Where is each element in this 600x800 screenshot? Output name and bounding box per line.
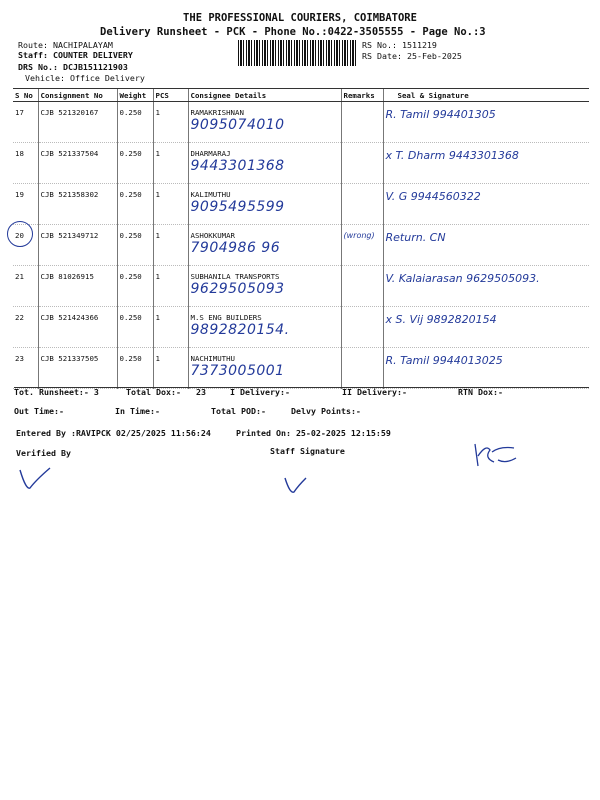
staff-signature-mark <box>282 474 312 498</box>
row-remarks <box>341 266 383 307</box>
circle-mark <box>7 221 33 247</box>
row-sno <box>13 225 38 266</box>
entered-by: Entered By :RAVIPCK 02/25/2025 11:56:24 <box>16 428 211 438</box>
row-consignee <box>188 184 341 225</box>
consignee-name: RAMAKRISHNAN <box>190 108 244 117</box>
rs-number: RS No.: 1511219 <box>362 40 437 50</box>
row-weight: 0.250 <box>117 143 153 184</box>
row-remarks <box>341 348 383 389</box>
col-sno: S No <box>13 89 38 102</box>
i-delivery: I Delivery:- <box>230 387 290 397</box>
row-weight: 0.250 <box>117 307 153 348</box>
col-consignee: Consignee Details <box>188 89 341 102</box>
handwritten-phone: 7904986 96 <box>190 240 281 256</box>
row-remarks <box>341 184 383 225</box>
row-seal-signature: R. Tamil 9944013025 <box>383 348 589 389</box>
row-weight: 0.250 <box>117 225 153 266</box>
row-remarks <box>341 102 383 143</box>
handwritten-phone: 9892820154. <box>190 322 290 338</box>
row-weight: 0.250 <box>117 266 153 307</box>
row-seal-signature: V. Kalaiarasan 9629505093. <box>383 266 589 307</box>
row-pcs: 1 <box>153 307 188 348</box>
runsheet-subtitle: Delivery Runsheet - PCK - Phone No.:0422-3505555 - Page No.:3 <box>100 26 486 38</box>
route-label: Route: NACHIPALAYAM <box>18 40 113 50</box>
out-time: Out Time:- <box>14 406 64 416</box>
table-row <box>13 102 589 143</box>
ii-delivery: II Delivery:- <box>342 387 407 397</box>
row-consignment: CJB 521349712 <box>38 225 117 266</box>
row-consignment: CJB 521320167 <box>38 102 117 143</box>
delvy-points: Delvy Points:- <box>291 406 361 416</box>
table-row <box>13 266 589 307</box>
row-seal-signature: x S. Vij 9892820154 <box>383 307 589 348</box>
row-consignment: CJB 521337504 <box>38 143 117 184</box>
row-consignee <box>188 348 341 389</box>
row-sno: 21 <box>13 266 38 307</box>
row-consignment: CJB 81026915 <box>38 266 117 307</box>
row-sno: 19 <box>13 184 38 225</box>
handwritten-phone: 9629505093 <box>190 281 285 297</box>
total-dox-value: 23 <box>196 387 206 397</box>
company-title: THE PROFESSIONAL COURIERS, COIMBATORE <box>183 12 417 24</box>
in-time: In Time:- <box>115 406 160 416</box>
handwritten-phone: 7373005001 <box>190 363 285 379</box>
row-seal-signature: V. G 9944560322 <box>383 184 589 225</box>
row-consignment: CJB 521424366 <box>38 307 117 348</box>
consignee-name: M.S ENG BUILDERS <box>190 313 262 322</box>
row-pcs: 1 <box>153 102 188 143</box>
row-sno-text: 20 <box>15 231 24 240</box>
col-weight: Weight <box>117 89 153 102</box>
row-seal-signature: Return. CN <box>383 225 589 266</box>
row-weight: 0.250 <box>117 102 153 143</box>
barcode <box>238 40 356 66</box>
row-pcs: 1 <box>153 266 188 307</box>
col-pcs: PCS <box>153 89 188 102</box>
row-consignee <box>188 102 341 143</box>
handwritten-phone: 9443301368 <box>190 158 285 174</box>
runsheet-table <box>13 88 589 389</box>
row-seal-signature: x T. Dharm 9443301368 <box>383 143 589 184</box>
table-row <box>13 307 589 348</box>
row-remarks: (wrong) <box>341 225 383 266</box>
verified-signature-mark <box>16 462 56 494</box>
col-consignment: Consignment No <box>38 89 117 102</box>
row-weight: 0.250 <box>117 184 153 225</box>
row-consignment: CJB 521337505 <box>38 348 117 389</box>
initials-signature-mark <box>470 440 520 472</box>
row-sno: 23 <box>13 348 38 389</box>
verified-by-label: Verified By <box>16 448 71 458</box>
table-header-row <box>13 89 589 102</box>
row-consignee <box>188 307 341 348</box>
table-row <box>13 143 589 184</box>
row-pcs: 1 <box>153 225 188 266</box>
consignee-name: KALIMUTHU <box>190 190 231 199</box>
tot-runsheet: Tot. Runsheet:- 3 <box>14 387 99 397</box>
consignee-name: SUBHANILA TRANSPORTS <box>190 272 280 281</box>
row-weight: 0.250 <box>117 348 153 389</box>
rs-date: RS Date: 25-Feb-2025 <box>362 51 462 61</box>
drs-number: DRS No.: DCJB151121903 <box>18 62 128 72</box>
staff-signature-label: Staff Signature <box>270 446 345 456</box>
handwritten-phone: 9095495599 <box>190 199 285 215</box>
rtn-dox: RTN Dox:- <box>458 387 503 397</box>
row-sno: 18 <box>13 143 38 184</box>
row-consignee <box>188 143 341 184</box>
consignee-name: NACHIMUTHU <box>190 354 235 363</box>
col-seal: Seal & Signature <box>383 89 589 102</box>
row-sno: 17 <box>13 102 38 143</box>
handwritten-phone: 9095074010 <box>190 117 285 133</box>
table-row <box>13 348 589 389</box>
table-row <box>13 184 589 225</box>
row-consignee <box>188 266 341 307</box>
row-pcs: 1 <box>153 348 188 389</box>
row-pcs: 1 <box>153 143 188 184</box>
row-pcs: 1 <box>153 184 188 225</box>
col-remarks: Remarks <box>341 89 383 102</box>
consignee-name: DHARMARAJ <box>190 149 231 158</box>
row-consignee <box>188 225 341 266</box>
row-remarks <box>341 307 383 348</box>
row-consignment: CJB 521358302 <box>38 184 117 225</box>
staff-label: Staff: COUNTER DELIVERY <box>18 50 133 60</box>
row-seal-signature: R. Tamil 994401305 <box>383 102 589 143</box>
table-row <box>13 225 589 266</box>
total-dox-label: Total Dox:- <box>126 387 181 397</box>
total-pod: Total POD:- <box>211 406 266 416</box>
row-sno: 22 <box>13 307 38 348</box>
printed-on: Printed On: 25-02-2025 12:15:59 <box>236 428 391 438</box>
row-remarks <box>341 143 383 184</box>
consignee-name: ASHOKKUMAR <box>190 231 235 240</box>
vehicle-label: Vehicle: Office Delivery <box>25 73 145 83</box>
